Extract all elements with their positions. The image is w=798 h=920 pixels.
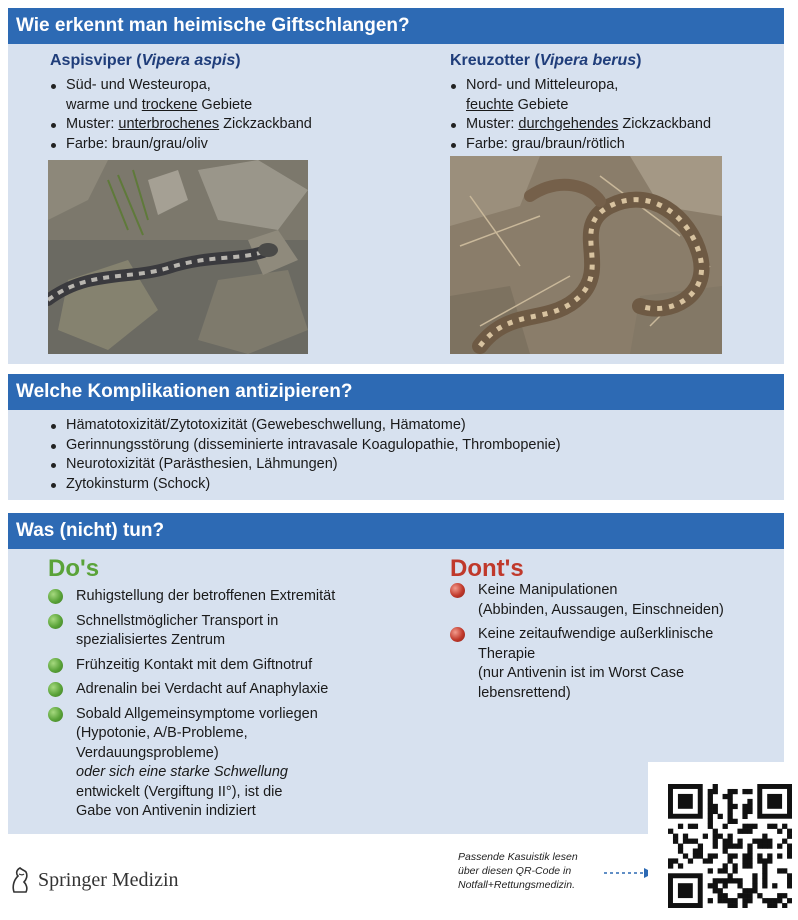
qr-caption: Passende Kasuistik lesen über diesen QR-Code in Notfall+Rettungsmedizin. [458, 851, 578, 891]
dos-list [48, 587, 418, 827]
section-header-identify [8, 8, 784, 44]
kreuzotter-title: Kreuzotter (Vipera berus) [450, 52, 642, 69]
green-bullet-icon [48, 682, 63, 697]
kreuzotter-list [448, 76, 778, 154]
donts-heading: Dont's [450, 555, 524, 582]
green-bullet-icon [48, 614, 63, 629]
identify-panel [8, 44, 784, 364]
aspisviper-title: Aspisviper (Vipera aspis) [50, 52, 241, 69]
section-header-dos-donts [8, 513, 784, 549]
list-item: Muster: unterbrochenes Zickzackband [48, 115, 388, 135]
list-item: Süd- und Westeuropa, warme und trockene Gebiete [48, 76, 388, 115]
list-item: Farbe: braun/grau/oliv [48, 135, 388, 155]
complications-list [48, 416, 768, 494]
qr-code[interactable] [668, 784, 792, 908]
green-bullet-icon [48, 589, 63, 604]
springer-horse-icon [8, 866, 32, 894]
list-item: Farbe: grau/braun/rötlich [448, 135, 778, 155]
aspisviper-photo [48, 160, 308, 354]
list-item: Schnellstmöglicher Transport in spezialisiertes Zentrum [48, 612, 418, 651]
list-item: Hämatotoxizität/Zytotoxizität (Gewebeschwellung, Hämatome) [48, 416, 768, 436]
list-item: Adrenalin bei Verdacht auf Anaphylaxie [48, 680, 418, 700]
green-bullet-icon [48, 658, 63, 673]
donts-list [450, 581, 770, 708]
list-item: Muster: durchgehendes Zickzackband [448, 115, 778, 135]
dos-heading: Do's [48, 555, 100, 582]
list-item: Ruhigstellung der betroffenen Extremität [48, 587, 418, 607]
logo-springer-text: Springer [38, 868, 107, 891]
list-item: Frühzeitig Kontakt mit dem Giftnotruf [48, 656, 418, 676]
list-item: Sobald Allgemeinsymptome vorliegen (Hypotonie, A/B-Probleme, Verdauungsprobleme) oder sich eine starke Schwellung entwickelt (Vergiftung II°), ist die Gabe von Antivenin indiziert [48, 705, 418, 822]
list-item: Gerinnungsstörung (disseminierte intravasale Koagulopathie, Thrombopenie) [48, 436, 768, 456]
list-item: Zytokinsturm (Schock) [48, 475, 768, 495]
green-bullet-icon [48, 707, 63, 722]
red-bullet-icon [450, 627, 465, 642]
list-item: Nord- und Mitteleuropa, feuchte Gebiete [448, 76, 778, 115]
kreuzotter-photo [450, 156, 722, 354]
complications-panel [8, 410, 784, 500]
section-title: Was (nicht) tun? [16, 520, 165, 541]
section-title: Welche Komplikationen antizipieren? [16, 381, 353, 402]
list-item: Keine zeitaufwendige außerklinische Therapie (nur Antivenin ist im Worst Case lebensrettend) [450, 625, 770, 703]
red-bullet-icon [450, 583, 465, 598]
section-header-complications [8, 374, 784, 410]
section-title: Wie erkennt man heimische Giftschlangen? [16, 15, 410, 36]
springer-medizin-logo [8, 866, 179, 894]
list-item: Neurotoxizität (Parästhesien, Lähmungen) [48, 455, 768, 475]
aspisviper-list [48, 76, 388, 154]
list-item: Keine Manipulationen (Abbinden, Aussaugen, Einschneiden) [450, 581, 770, 620]
logo-medizin-text: Medizin [111, 868, 179, 891]
